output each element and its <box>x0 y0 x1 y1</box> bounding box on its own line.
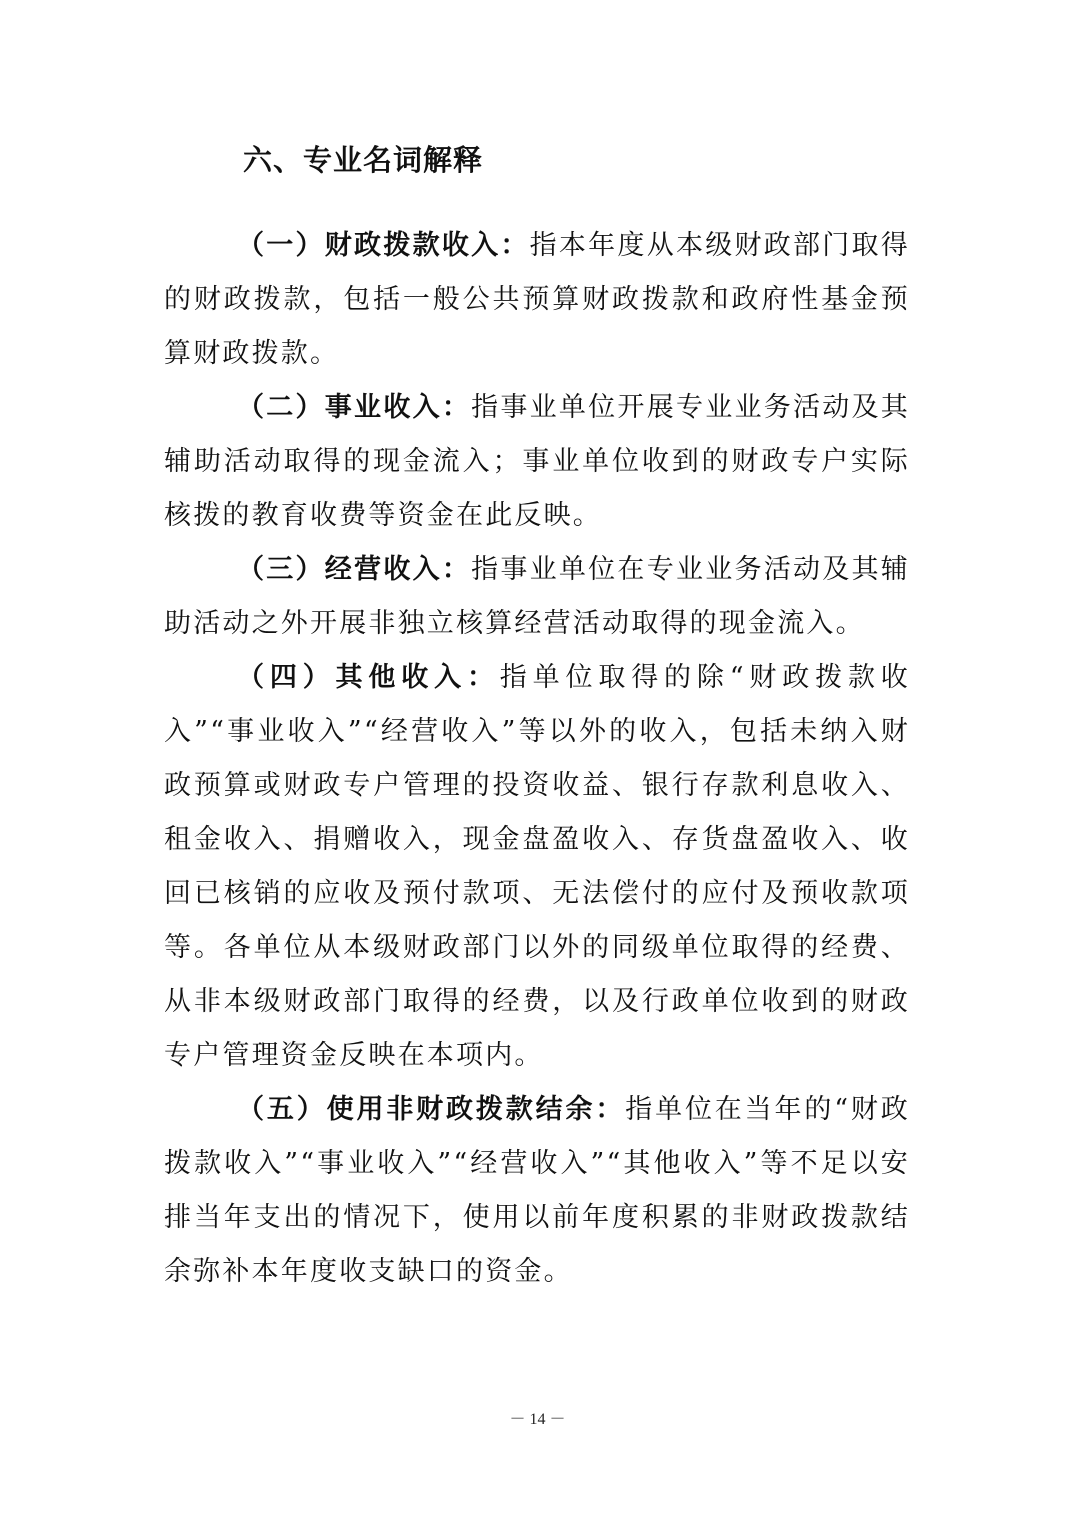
term-definition: 指本年度从本级财政部门取得的财政拨款，包括一般公共预算财政拨款和政府性基金预算财政拨款。 <box>164 230 910 369</box>
term-definition: 指单位取得的除“财政拨款收入”“事业收入”“经营收入”等以外的收入，包括未纳入财政预算或财政专户管理的投资收益、银行存款利息收入、租金收入、捐赠收入，现金盘盈收入、存货盘盈收入、收回已核销的应收及预付款项、无法偿付的应付及预收款项等。各单位从本级财政部门以外的同级单位取得的经费、从非本级财政部门取得的经费，以及行政单位收到的财政专户管理资金反映在本项内。 <box>164 662 910 1071</box>
term-label: （一）财政拨款收入： <box>237 230 530 261</box>
document-body <box>164 219 910 1299</box>
paragraph-fiscal-appropriation-income <box>164 219 910 381</box>
page-number: － 14 － <box>509 1411 566 1428</box>
term-definition: 指单位在当年的“财政拨款收入”“事业收入”“经营收入”“其他收入”等不足以安排当年支出的情况下，使用以前年度积累的非财政拨款结余弥补本年度收支缺口的资金。 <box>164 1094 910 1287</box>
section-title: 六、专业名词解释 <box>243 143 484 177</box>
term-label: （三）经营收入： <box>237 554 472 585</box>
term-label: （五）使用非财政拨款结余： <box>237 1094 626 1125</box>
paragraph-non-fiscal-surplus-use <box>164 1083 910 1299</box>
paragraph-business-income <box>164 381 910 543</box>
term-definition: 指事业单位在专业业务活动及其辅助活动之外开展非独立核算经营活动取得的现金流入。 <box>164 554 910 639</box>
term-label: （二）事业收入： <box>237 392 472 423</box>
paragraph-operating-income <box>164 543 910 651</box>
term-label: （四）其他收入： <box>237 662 500 693</box>
term-definition: 指事业单位开展专业业务活动及其辅助活动取得的现金流入；事业单位收到的财政专户实际核拨的教育收费等资金在此反映。 <box>164 392 910 531</box>
paragraph-other-income <box>164 651 910 1083</box>
